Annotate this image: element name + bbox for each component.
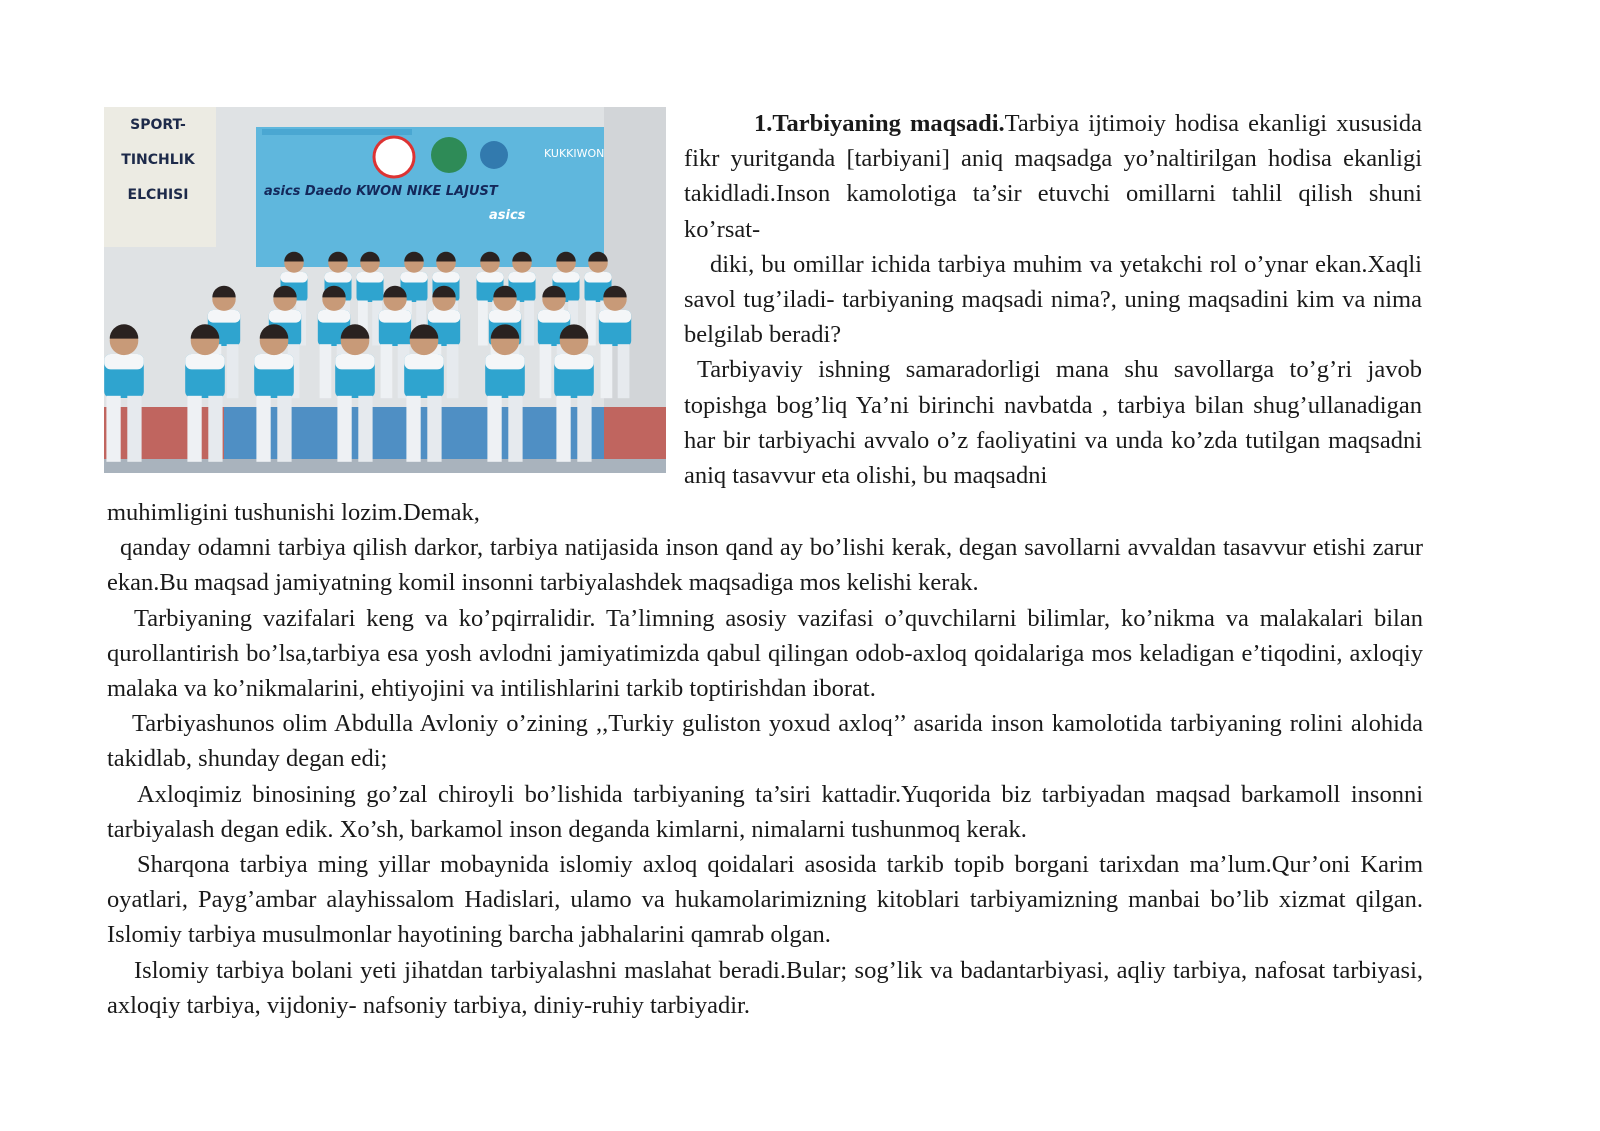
children-sport-photo	[104, 107, 666, 473]
paragraph-7: Axloqimiz binosining go’zal chiroyli bo’lishida tarbiyaning ta’siri kattadir.Yuqorida biz tarbiyadan maqsad barkamoll insonni tarbiyalash degan edik. Xo’sh, barkamol inson deganda kimlarni, nimalarni tushunmoq kerak.	[107, 780, 1423, 843]
paragraph-4: qanday odamni tarbiya qilish darkor, tarbiya natijasida inson qand ay bo’lishi kerak, degan savollarni avvaldan tasavvur etishi zarur ekan.Bu maqsad jamiyatning komil insonni tarbiyalashdek maqsadiga mos kelishi kerak.	[107, 534, 1423, 597]
paragraph-8: Sharqona tarbiya ming yillar mobaynida islomiy axloq qoidalari asosida tarkib topib borgani tarixdan ma’lum.Qur’oni Karim oyatlari, Payg’ambar alayhissalom Hadislari, ulamo va hukamolarimizning kitoblari tarbiyamizning manbai bo’lib xizmat qilgan. Islomiy tarbiya musulmonlar hayotining barcha jabhalarini qamrab olgan.	[107, 851, 1423, 949]
banner-line-2: TINCHLIK	[121, 152, 195, 168]
paragraph-2: diki, bu omillar ichida tarbiya muhim va yetakchi rol o’ynar ekan.Xaqli savol tug’iladi- tarbiyaning maqsadi nima?, uning maqsadini kim va nima belgilab beradi?	[684, 250, 1422, 349]
banner-brand-asics: asics	[489, 208, 526, 223]
paragraph-3-end: muhimligini tushunishi lozim.Demak,	[107, 499, 480, 526]
paragraph-1	[684, 106, 1422, 247]
banner-brand-kukkiwon: KUKKIWON	[544, 147, 605, 160]
banner-line-1: SPORT-	[130, 117, 186, 133]
paragraph-3: Tarbiyaviy ishning samaradorligi mana shu savollarga to’g’ri javob topishga bog’liq Ya’ni birinchi navbatda , tarbiya bilan shug’ullanadigan har bir tarbiyachi avvalo o’z faoliyatini va unda ko’zda tutilgan maqsadni aniq tasavvur eta olishi, bu maqsadni	[684, 356, 1422, 490]
paragraph-9: Islomiy tarbiya bolani yeti jihatdan tarbiyalashni maslahat beradi.Bular; sog’lik va badantarbiyasi, aqliy tarbiya, nafosat tarbiyasi, axloqiy tarbiya, vijdoniy- nafsoniy tarbiya, diniy-ruhiy tarbiyadir.	[107, 956, 1423, 1019]
section-heading: 1.Tarbiyaning maqsadi.	[754, 110, 1005, 137]
banner-line-3: ELCHISI	[127, 187, 189, 203]
paragraph-1-text: Tarbiya ijtimoiy hodisa ekanligi xususida fikr yuritganda [tarbiyani] aniq maqsadga yo’naltirilgan hodisa ekanligi takidladi.Inson kamolotiga ta’sir etuvchi omillarni tahlil qilish shuni ko’rsat-	[684, 110, 1422, 243]
photo-illustration	[104, 107, 666, 473]
banner-brands-row: asics Daedo KWON NIKE LAJUST	[264, 184, 498, 199]
right-text-column	[684, 106, 1422, 493]
paragraph-5: Tarbiyaning vazifalari keng va ko’pqirralidir. Ta’limning asosiy vazifasi o’quvchilarni bilimlar, ko’nikma va malakalari bilan qurollantirish bo’lsa,tarbiya esa yosh avlodni jamiyatimizda qabul qilingan odob-axloq qoidalariga mos keladigan e’tiqodini, axloqiy malaka va ko’nikmalarini, ehtiyojini va intilishlarini tarkib toptirishdan iborat.	[107, 604, 1423, 703]
paragraph-6: Tarbiyashunos olim Abdulla Avloniy o’zining ,,Turkiy guliston yoxud axloq’’ asarida inson kamolotida tarbiyaning rolini alohida takidlab, shunday degan edi;	[107, 710, 1423, 773]
full-text-column	[107, 495, 1423, 1023]
